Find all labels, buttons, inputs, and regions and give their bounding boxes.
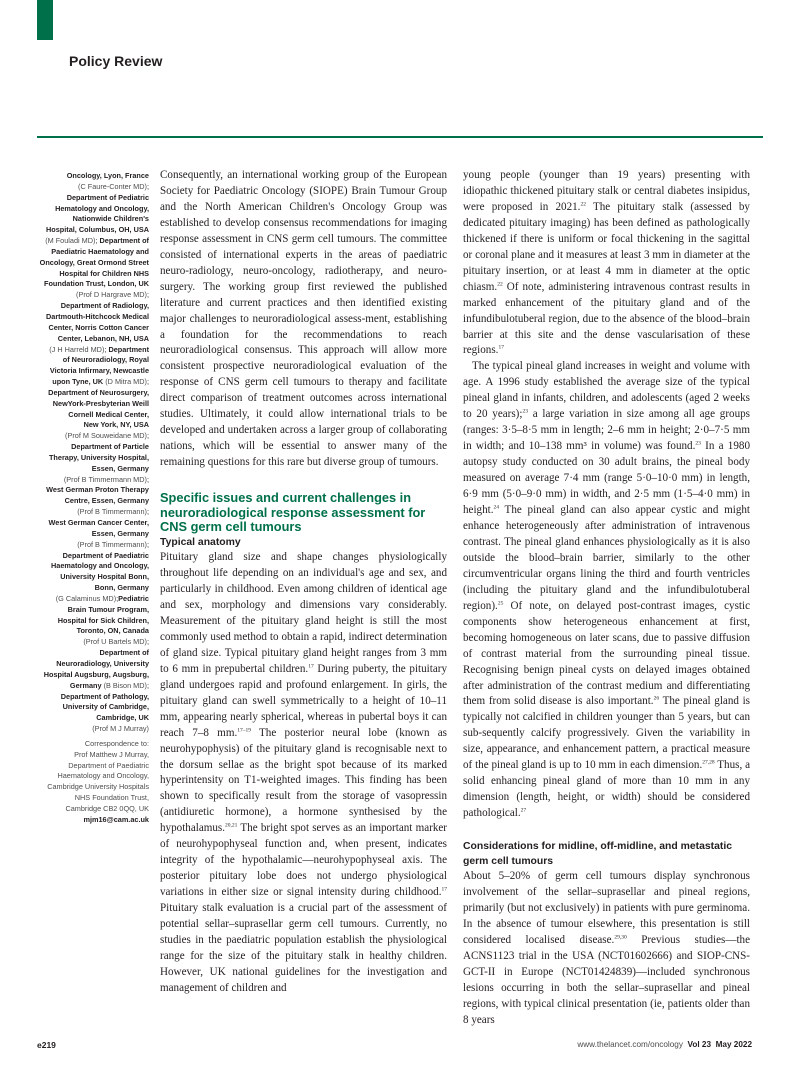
affiliation-line: Foundation Trust, London, UK [44,279,149,289]
reference-marker[interactable]: 27 [520,807,527,814]
affiliation-line: Essen, Germany [91,463,149,473]
correspondence-email[interactable]: mjm16@cam.ac.uk [83,814,149,824]
correspondence-line: Cambridge University Hospitals [47,782,149,792]
header-rule [37,136,763,138]
pineal-gland-paragraph: The typical pineal gland increases in weight and volume with age. A 1996 study established the average size of the typical pineal gland in infants, children, and adolescents (aged 2 weeks to 20 years);$^{23}$ a large variation in size among all age groups (ranges: 3·5–8·5 mm in length; 2–6 mm in height; 2·0–7·5 mm in width; and 10–138 mm³ in volume) was found.$^{23}$ In a 1980 autopsy study conducted on 30 adult brains, the pineal body measured on average 7·4 mm (range 5·0–10·0 mm) in length, 6·9 mm (5·0–9·0 mm) in width, and 2·5 mm (1·5–4·0 mm) in height.$^{24}$ The pineal gland can also appear cystic and might enhance heterogeneously after administration of intravenous contrast. The pineal gland enhances physiologically as it is also outside the blood–brain barrier, similarly to the other circumventricular organs lining the third and fourth ventricles (including the pituitary gland and the infundibulotuberal region).$^{25}$ Of note, on delayed post-contrast images, cystic components show heterogeneous enhancement at first, becoming homogeneous on later scans, due to passive diffusion of contrast material from the surrounding pineal tissue. Recognising benign pineal cysts on delayed images obtained after administration of the contrast medium and differentiating them from solid disease is also important.$^{26}$ The pineal gland is typically not calcified in children younger than 5 years, but can sub-sequently calcify progressively. Given the variability in size, appearance, and enhancement pattern, a practical measure of the pineal gland is up to 10 mm in each dimension.$^{27,28}$ Thus, a solid enhancing pineal gland of more than 10 mm in any dimension (length, height, or width) should be considered pathological.$^{27}$ [463,360,750,820]
affiliation-line: Hospital for Sick Children, [57,615,149,625]
affiliation-line: Center, Norris Cotton Cancer [48,322,149,332]
affiliation-line: (Prof B Timmermann); [77,539,149,549]
typical-anatomy-paragraph: Pituitary gland size and shape changes physiologically throughout life depending on an individual's age and sex, and particularly in childhood. Even among children of identical age and sex, morphology and dimensions vary considerably. Measurement of the pituitary gland height is still the most commonly used method to obtain a rapid, indirect determination of gland size. Typical pituitary gland height ranges from 3 mm to 6 mm in prepubertal children.$^{17}$ During puberty, the pituitary gland undergoes rapid and profound enlargement. In girls, the pituitary gland can swell symmetrically to a height of 10–11 mm, appearing nearly spherical, whereas in pubertal boys it can reach 7–8 mm.$^{17-19}$ The posterior neural lobe (known as neurohypophysis) of the pituitary gland is recognisable next to the dorsum sellae as the bright spot because of its marked hyperintensity on T1-weighted images. This finding has been shown to specifically result from the storage of vasopressin (antidiuretic hormone), a hormone synthesised by the hypothalamus.$^{20,21}$ The bright spot serves as an important marker of neurohypophyseal function and, when present, indicates integrity of the hypothalamic—neurohypophyseal axis. The posterior pituitary lobe does not undergo physiological variations in either size or signal intensity during childhood.$^{17}$ Pituitary stalk evaluation is a crucial part of the assessment of potential sellar–suprasellar germ cell tumours. Currently, no studies in the paediatric population establish the physiological range for the size of the pituitary stalk in healthy children. However, UK national guidelines for the investigation and management of children and [160,551,447,994]
affiliation-line: Oncology, Great Ormond Street [39,257,149,267]
affiliation-line: (Prof D Hargrave MD); [76,290,149,300]
affiliation-line: Victoria Infirmary, Newcastle [49,366,149,376]
correspondence-line: Department of Paediatric [68,760,149,770]
affiliation-line: Department of Radiology, [60,301,149,311]
subheading-midline-considerations: Considerations for midline, off-midline, and metastatic germ cell tumours [463,841,733,868]
affiliation-line: (G Calaminus MD);Pediatric [55,593,149,603]
intro-paragraph: Consequently, an international working group of the European Society for Paediatric Oncology (SIOPE) Brain Tumour Group and the North American Children's Oncology Group was established to develop consensus recommendations for imaging response assessment in CNS germ cell tumours. The committee consisted of international experts in the areas of paediatric neuro-radiology, neuro-oncology, radiotherapy, and neuro-surgery. The working group first reviewed the published literature and current practices and then identified existing major challenges to neuroradiological assess-ment, establishing a foundation for the recommendations to reach neuroradiological consensus. This approach will allow more consistent prospective neuroradiological evaluation of the response of CNS germ cell tumours to therapy and facilitate direct comparison of treatment outcomes across international studies. Ultimately, it could allow international trials to be developed and undertaken across a larger group of collaborating nations, which will be essential to answer many of the remaining questions for this rare but diverse group of tumours. [160,169,447,469]
affiliation-line: NewYork-Presbyterian Weill [52,398,149,408]
affiliation-line: (Prof B Timmermann); [77,507,149,517]
correspondence-line: Correspondence to: [84,738,149,748]
affiliation-line: Hematology and Oncology, [55,203,149,213]
affiliation-line: Nationwide Children's [72,214,149,224]
correspondence-block [18,739,149,826]
reference-marker[interactable]: 27,28 [702,759,715,766]
affiliation-line: Cornell Medical Center, [68,409,149,419]
affiliation-line: (C Faure-Conter MD); [78,181,149,191]
affiliation-line: Germany (B Bison MD); [69,680,149,690]
affiliation-line: (M Fouladi MD); Department of [45,236,149,246]
affiliation-line: University Hospital Bonn, [60,572,149,582]
reference-marker[interactable]: 17 [441,886,447,893]
correspondence-lines [18,739,149,815]
affiliation-line: Cambridge, UK [96,713,149,723]
pituitary-stalk-paragraph: young people (younger than 19 years) presenting with idiopathic thickened pituitary stalk or central diabetes insipidus, were proposed in 2021.22 The pituitary stalk (assessed by dedicated pituitary imaging) has been defined as pathologically thickened if there is uniform or focal thickening in the sagittal or coronal plane and it measures at least 3 mm in diameter at the pituitary insertion, or at least 4 mm in diameter at the optic chiasm.$^{22}$ Of note, administering intravenous contrast results in marked enhancement of the pituitary gland and of the infundibulotuberal region, due to the absence of the blood–brain barrier at this site and the dense vascularisation of these regions.$^{17}$ [463,169,750,357]
reference-marker[interactable]: 22 [497,280,503,287]
journal-date: May 2022 [715,1040,752,1049]
affiliations-sidebar [18,171,149,826]
reference-marker[interactable]: 17–19 [237,726,251,733]
reference-marker[interactable]: 25 [497,600,504,607]
reference-marker[interactable]: 26 [653,695,660,702]
reference-marker[interactable]: 22 [580,201,586,208]
right-column [463,168,750,1029]
affiliation-line: Department of Neurosurgery, [48,387,149,397]
reference-marker[interactable]: 24 [493,504,500,511]
section-title: Policy Review [69,53,163,69]
reference-marker[interactable]: 23 [522,408,528,415]
affiliation-line: West German Cancer Center, [48,518,149,527]
affiliation-line: Dartmouth-Hitchcock Medical [46,311,149,321]
affiliation-line: New York, NY, USA [83,420,149,430]
affiliation-line: Department of Paediatric [62,550,149,560]
left-column [160,168,447,997]
section-color-tab [37,0,53,40]
affiliation-line: Hospital Augsburg, Augsburg, [43,669,149,679]
journal-volume: Vol 23 [687,1040,712,1049]
affiliation-line: Department of Pediatric [66,192,149,202]
reference-marker[interactable]: 17 [308,663,314,670]
affiliation-line: West German Proton Therapy [46,485,149,495]
page-number: e219 [37,1040,56,1050]
affiliation-line: Department of Particle [71,442,149,452]
reference-marker[interactable]: 17 [498,344,504,351]
section-heading: Specific issues and current challenges in neuroradiological response assessment for CNS germ cell tumours [160,490,426,535]
affiliation-line: Oncology, Lyon, France [66,171,149,180]
reference-marker[interactable]: 29,30 [614,934,627,941]
affiliation-line: (Prof M J Murray) [92,724,149,734]
reference-marker[interactable]: 20,21 [225,822,238,829]
correspondence-line: Prof Matthew J Murray, [74,749,149,759]
affiliation-line: Centre, Essen, Germany [64,496,149,506]
affiliation-line: (J H Harreld MD); Department [49,344,149,354]
affiliation-line: Therapy, University Hospital, [48,452,149,462]
reference-marker[interactable]: 23 [695,440,701,447]
journal-footer [577,1040,752,1049]
affiliation-line: (Prof B Timmermann MD); [63,474,149,484]
affiliation-line: Essen, Germany [91,528,149,538]
affiliation-line: Neuroradiology, University [56,658,149,668]
affiliation-line: of Neuroradiology, Royal [62,355,149,365]
correspondence-line: NHS Foundation Trust, [74,793,149,803]
affiliation-line: Bonn, Germany [94,583,149,593]
correspondence-line: Haematology and Oncology, [57,771,149,781]
affiliation-line: upon Tyne, UK (D Mitra MD); [52,377,149,387]
affiliation-line: Brain Tumour Program, [67,604,149,614]
midline-paragraph: About 5–20% of germ cell tumours display synchronous involvement of the sellar–suprasellar and pineal regions, primarily (but not exclusively) in patients with pure germinoma. In the absence of tumour elsewhere, this presentation is still considered localised disease.$^{29,30}$ Previous studies—the ACNS1123 trial in the USA (NCT01602666) and SIOP-CNS-GCT-II in Europe (NCT01424839)—included synchronous lesions occurring in both the sellar–suprasellar and pineal regions, with typical clinical presentation (ie, patients older than 8 years [463,870,750,1026]
affiliation-line: Department of Pathology, [60,691,149,701]
journal-url[interactable]: www.thelancet.com/oncology [577,1040,683,1049]
affiliation-line: Haematology and Oncology, [51,561,149,571]
affiliation-line: University of Cambridge, [62,702,149,712]
affiliation-line: (Prof M Souweidane MD); [65,431,149,441]
affiliation-line: Paediatric Haematology and [51,246,149,256]
affiliation-line: Hospital, Columbus, OH, USA [46,225,149,235]
affiliation-line: Hospital for Children NHS [59,268,149,278]
affiliation-line: Center, Lebanon, NH, USA [57,333,149,343]
correspondence-line: Cambridge CB2 0QQ, UK [65,803,149,813]
subheading-typical-anatomy: Typical anatomy [160,536,241,548]
affiliation-list [18,171,149,735]
affiliation-line: Toronto, ON, Canada [76,626,149,636]
affiliation-line: Department of [99,648,149,658]
affiliation-line: (Prof U Bartels MD); [83,637,149,647]
